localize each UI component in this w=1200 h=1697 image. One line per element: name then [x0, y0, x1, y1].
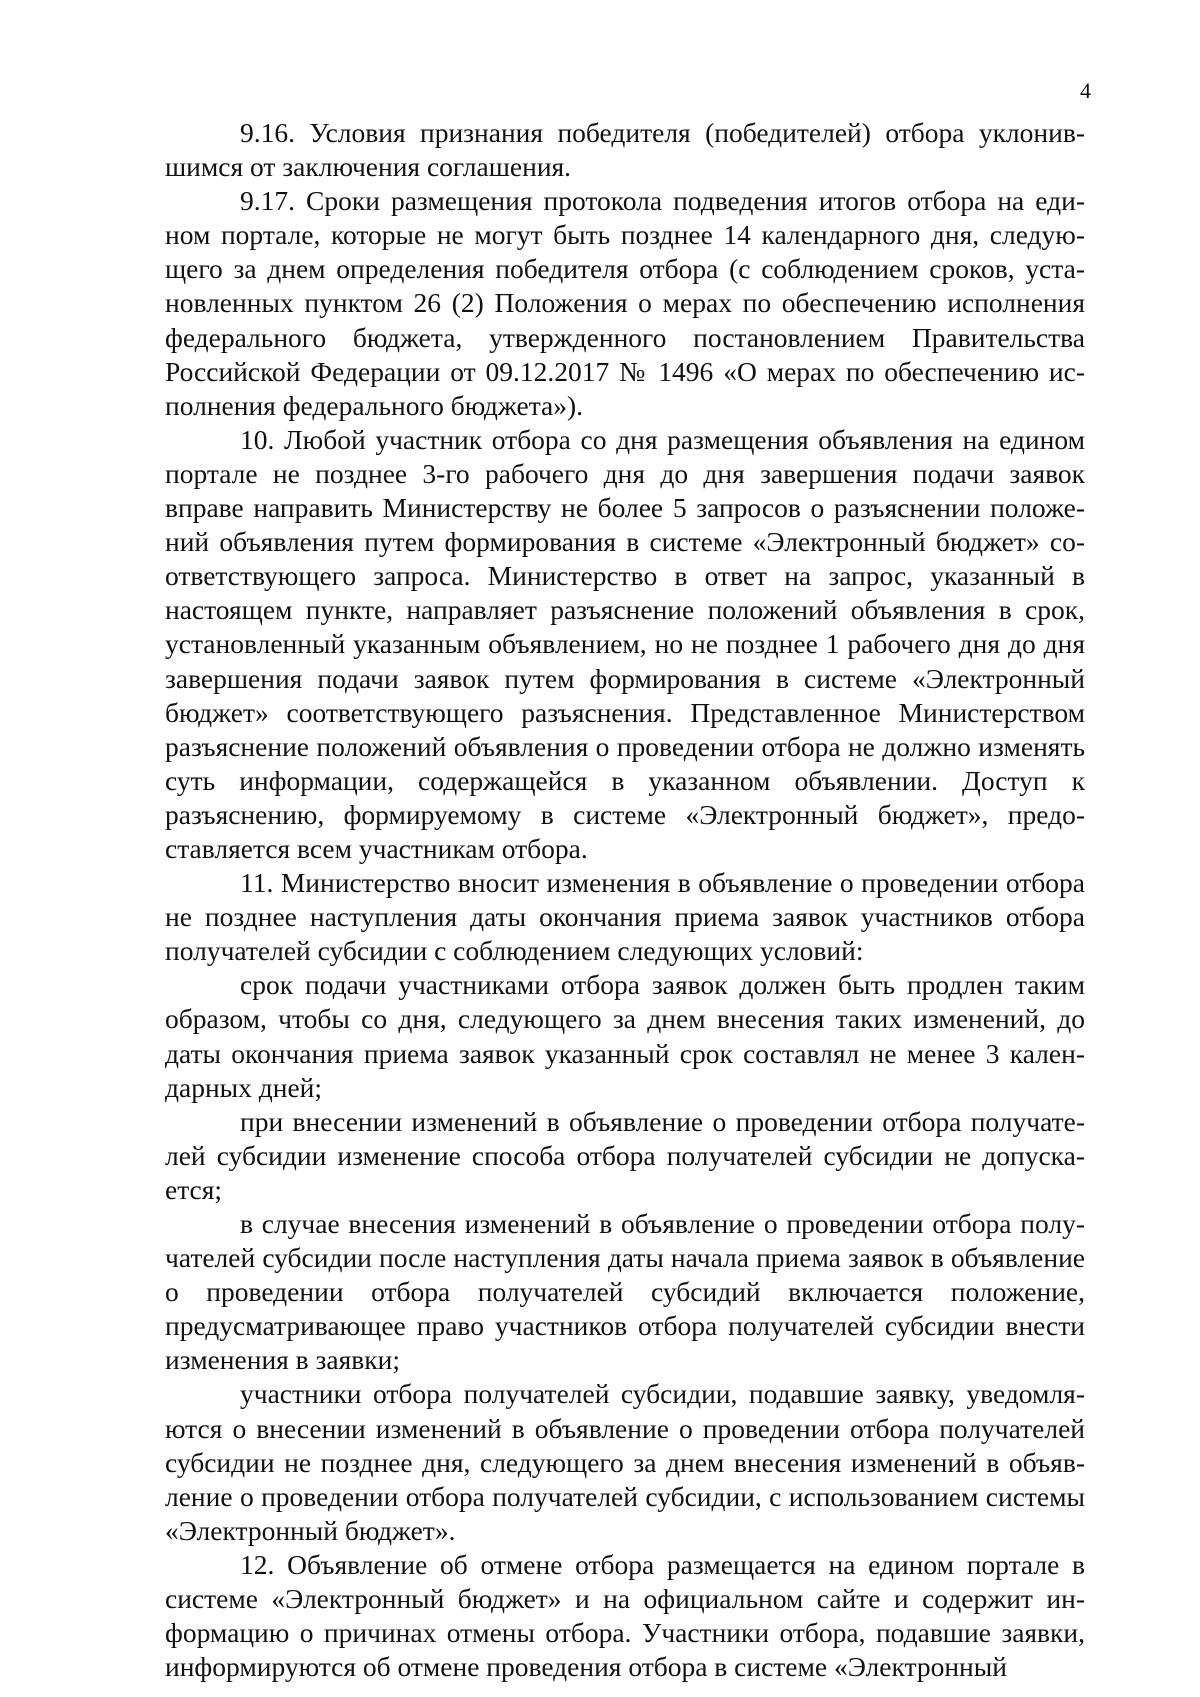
- paragraph-11-condition-3: в случае внесения изменений в объявление о проведении отбора получателей субсидии после наступления даты начала приема заявок в объявление о проведении отбора получателей субсидий включается положение, предусматривающее право участников отбора получателей субсидии внести изменения в заявки;: [165, 1208, 1085, 1376]
- paragraph-11: 11. Министерство вносит изменения в объявление о проведении отбора не позднее наступления даты окончания приема заявок участников отбора получателей субсидии с соблюдением следующих условий:: [165, 867, 1085, 967]
- paragraph-10: 10. Любой участник отбора со дня размещения объявления на едином портале не позднее 3-го рабочего дня до дня завершения подачи заявок вправе направить Министерству не более 5 запросов о разъяснении положений объявления путем формирования в системе «Электронный бюджет» соответствующего запроса. Министерство в ответ на запрос, указанный в настоящем пункте, направляет разъяснение положений объявления в срок, установленный указанным объявлением, но не позднее 1 рабочего дня до дня завершения подачи заявок путем формирования в системе «Электронный бюджет» соответствующего разъяснения. Представленное Министерством разъяснение положений объявления о проведении отбора не должно изменять суть информации, содержащейся в указанном объявлении. Доступ к разъяснению, формируемому в системе «Электронный бюджет», предоставляется всем участникам отбора.: [165, 423, 1085, 864]
- page-number: 4: [1080, 78, 1091, 103]
- paragraph-11-condition-1: срок подачи участниками отбора заявок должен быть продлен таким образом, чтобы со дня, следующего за днем внесения таких изменений, до даты окончания приема заявок указанный срок составлял не менее 3 календарных дней;: [165, 969, 1085, 1103]
- document-body: [165, 116, 1085, 1684]
- paragraph-9-16: 9.16. Условия признания победителя (победителей) отбора уклонившимся от заключения соглашения.: [165, 117, 1085, 183]
- paragraph-9-17: 9.17. Сроки размещения протокола подведения итогов отбора на едином портале, которые не могут быть позднее 14 календарного дня, следующего за днем определения победителя отбора (с соблюдением сроков, установленных пунктом 26 (2) Положения о мерах по обеспечению исполнения федерального бюджета, утвержденного постановлением Правительства Российской Федерации от 09.12.2017 № 1496 «О мерах по обеспечению исполнения федерального бюджета»).: [165, 185, 1085, 421]
- paragraph-11-condition-4: участники отбора получателей субсидии, подавшие заявку, уведомляются о внесении изменений в объявление о проведении отбора получателей субсидии не позднее дня, следующего за днем внесения изменений в объявление о проведении отбора получателей субсидии, с использованием системы «Электронный бюджет».: [165, 1378, 1085, 1546]
- paragraph-11-condition-2: при внесении изменений в объявление о проведении отбора получателей субсидии изменение способа отбора получателей субсидии не допускается;: [165, 1105, 1085, 1205]
- paragraph-12: 12. Объявление об отмене отбора размещается на едином портале в системе «Электронный бюджет» и на официальном сайте и содержит информацию о причинах отмены отбора. Участники отбора, подавшие заявки, информируются об отмене проведения отбора в системе «Электронный: [165, 1548, 1085, 1683]
